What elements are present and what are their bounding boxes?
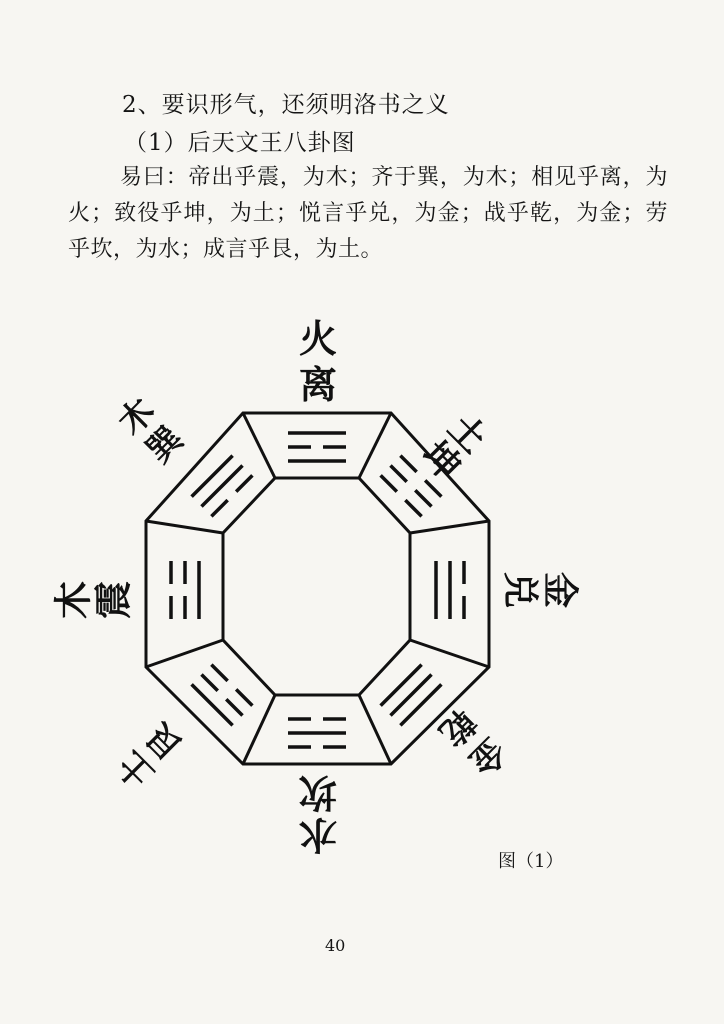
trigram-labels xyxy=(52,317,581,857)
trigram-label-top-right: 坤 xyxy=(413,433,469,489)
trigram-stroke xyxy=(201,674,217,690)
figure-caption: 图（1） xyxy=(498,851,564,872)
trigram-stroke xyxy=(211,665,227,681)
trigram-label-right: 兑 xyxy=(499,571,540,609)
trigram-stroke xyxy=(226,699,242,715)
trigram-stroke xyxy=(236,689,252,705)
element-label-bottom-left: 土 xyxy=(109,742,163,796)
page-number: 40 xyxy=(325,936,346,955)
trigram-left xyxy=(171,561,199,619)
trigram-label-left: 震 xyxy=(91,580,136,620)
trigram-stroke xyxy=(381,665,422,706)
trigram-stroke xyxy=(211,500,227,516)
trigram-stroke xyxy=(390,465,406,481)
trigram-top xyxy=(288,433,346,461)
element-label-right: 金 xyxy=(539,571,580,609)
section-heading: 2、要识形气，还须明洛书之义 xyxy=(122,92,450,118)
trigram-stroke xyxy=(381,475,397,491)
element-label-top-right: 土 xyxy=(439,406,495,462)
element-label-bottom-right: 金 xyxy=(460,729,514,783)
trigram-top-left xyxy=(192,456,253,517)
trigram-bottom-left xyxy=(192,665,253,726)
trigram-label-bottom-right: 乾 xyxy=(430,700,484,754)
trigram-stroke xyxy=(400,456,416,472)
element-label-top-left: 木 xyxy=(110,390,164,444)
trigram-right xyxy=(436,561,464,619)
trigram-label-bottom-left: 艮 xyxy=(138,714,192,768)
trigram-bottom-right xyxy=(381,665,442,726)
trigram-lines xyxy=(171,433,464,747)
trigram-stroke xyxy=(236,475,252,491)
body-paragraph: 易曰：帝出乎震，为木；齐于巽，为木；相见乎离，为火；致役乎坤，为土；悦言乎兑，为金；战乎乾，为金；劳乎坎，为水；成言乎艮，为土。 xyxy=(68,165,668,262)
trigram-label-top: 离 xyxy=(298,363,338,407)
element-label-left: 木 xyxy=(51,580,96,620)
trigram-stroke xyxy=(390,674,431,715)
trigram-label-bottom: 坎 xyxy=(298,770,338,815)
subsection-heading: （1）后天文王八卦图 xyxy=(124,130,356,156)
trigram-label-top-left: 巽 xyxy=(138,418,192,472)
trigram-stroke xyxy=(415,490,431,506)
trigram-bottom xyxy=(288,719,346,747)
element-label-top: 火 xyxy=(298,317,338,361)
inner-octagon xyxy=(223,478,410,695)
trigram-stroke xyxy=(201,465,242,506)
element-label-bottom: 水 xyxy=(298,812,338,857)
trigram-stroke xyxy=(405,500,421,516)
